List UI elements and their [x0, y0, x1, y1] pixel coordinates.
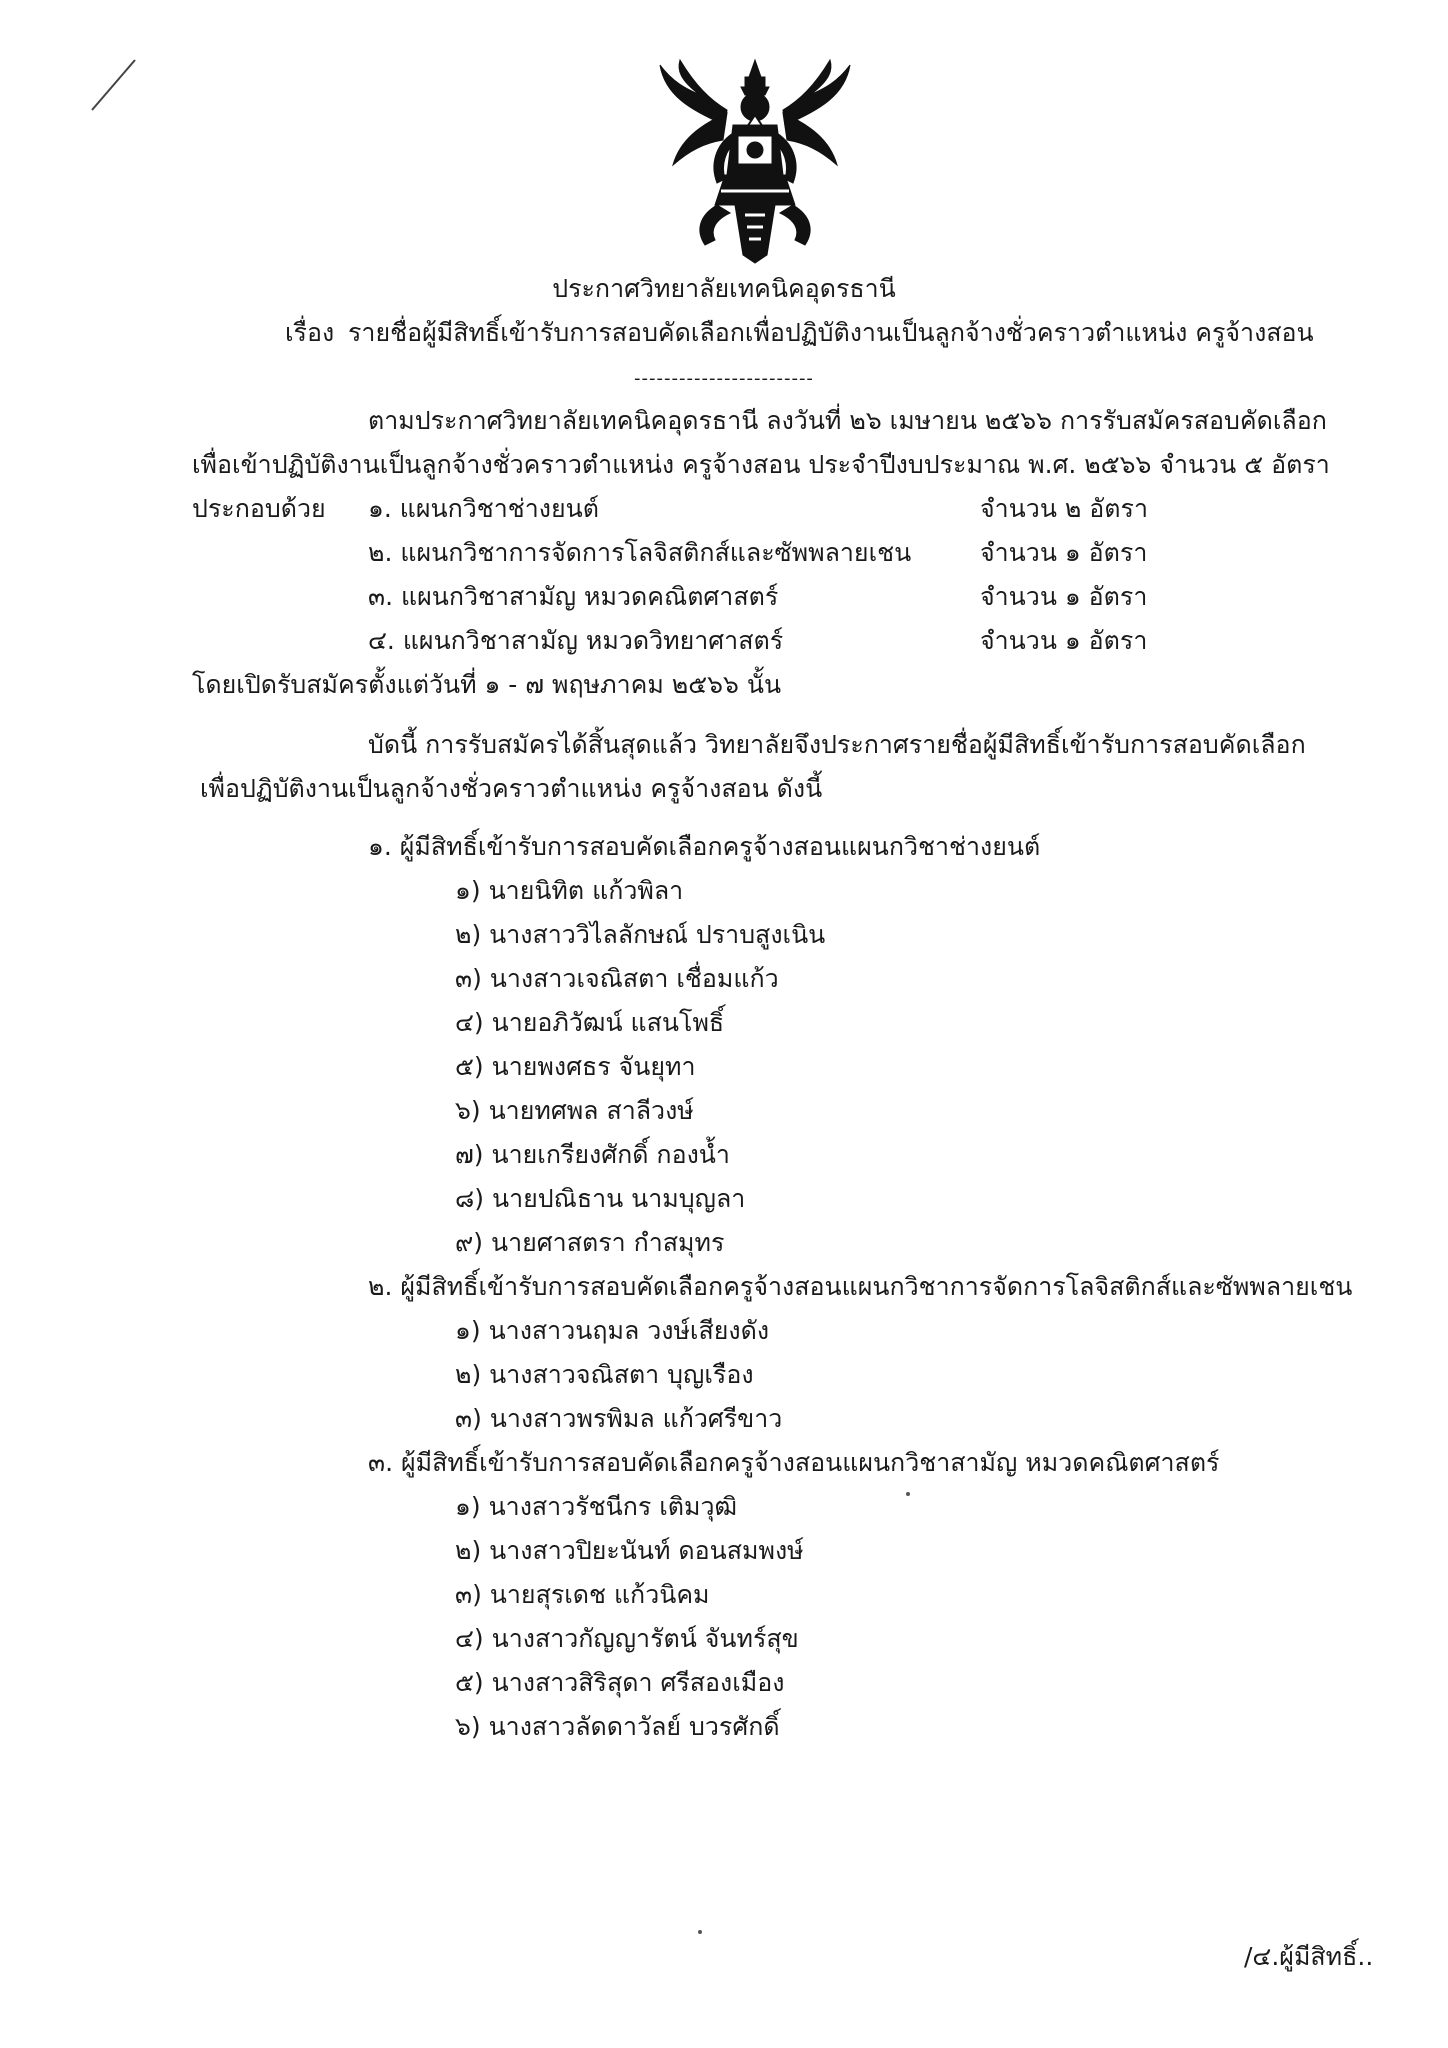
candidate-name: ๖) นายทศพล สาลีวงษ์: [455, 1096, 694, 1125]
position-item: ๒. แผนกวิชาการจัดการโลจิสติกส์และซัพพลายเชน: [368, 538, 912, 567]
application-period: โดยเปิดรับสมัครตั้งแต่วันที่ ๑ - ๗ พฤษภาคม ๒๕๖๖ นั้น: [192, 670, 782, 699]
scan-speck: [906, 1492, 910, 1496]
position-count: จำนวน ๑ อัตรา: [980, 582, 1148, 611]
position-item: ๓. แผนกวิชาสามัญ หมวดคณิตศาสตร์: [368, 582, 779, 611]
candidate-name: ๑) นายนิทิต แก้วพิลา: [455, 876, 684, 905]
intro-line-1: ตามประกาศวิทยาลัยเทคนิคอุดรธานี ลงวันที่ ๒๖ เมษายน ๒๕๖๖ การรับสมัครสอบคัดเลือก: [368, 406, 1327, 435]
candidate-name: ๒) นางสาวปิยะนันท์ ดอนสมพงษ์: [455, 1536, 804, 1565]
subject-label: เรื่อง: [285, 318, 335, 347]
candidate-name: ๒) นางสาววิไลลักษณ์ ปราบสูงเนิน: [455, 920, 826, 949]
candidate-name: ๘) นายปณิธาน นามบุญลา: [455, 1184, 746, 1213]
section-heading-mathematics: ๓. ผู้มีสิทธิ์เข้ารับการสอบคัดเลือกครูจ้างสอนแผนกวิชาสามัญ หมวดคณิตศาสตร์: [368, 1448, 1220, 1477]
candidate-name: ๔) นางสาวกัญญารัตน์ จันทร์สุข: [455, 1624, 799, 1653]
candidate-name: ๓) นายสุรเดช แก้วนิคม: [455, 1580, 710, 1609]
candidate-name: ๔) นายอภิวัฒน์ แสนโพธิ์: [455, 1008, 725, 1037]
composed-of-label: ประกอบด้วย: [192, 494, 326, 523]
position-item: ๑. แผนกวิชาช่างยนต์: [368, 494, 599, 523]
pen-mark: [80, 55, 150, 115]
continuation-note: /๔.ผู้มีสิทธิ์..: [1244, 1942, 1374, 1971]
candidate-name: ๒) นางสาวจณิสตา บุญเรือง: [455, 1360, 754, 1389]
section-heading-logistics: ๒. ผู้มีสิทธิ์เข้ารับการสอบคัดเลือกครูจ้างสอนแผนกวิชาการจัดการโลจิสติกส์และซัพพลายเชน: [368, 1272, 1353, 1301]
section-heading-automotive: ๑. ผู้มีสิทธิ์เข้ารับการสอบคัดเลือกครูจ้างสอนแผนกวิชาช่างยนต์: [368, 832, 1041, 861]
announcement-line-2: เพื่อปฏิบัติงานเป็นลูกจ้างชั่วคราวตำแหน่ง ครูจ้างสอน ดังนี้: [200, 774, 823, 803]
candidate-name: ๑) นางสาวรัชนีกร เติมวุฒิ: [455, 1492, 738, 1521]
garuda-emblem-icon: [655, 55, 855, 265]
intro-line-2: เพื่อเข้าปฏิบัติงานเป็นลูกจ้างชั่วคราวตำแหน่ง ครูจ้างสอน ประจำปีงบประมาณ พ.ศ. ๒๕๖๖ จำนวน ๕ อัตรา: [192, 450, 1330, 479]
announcement-line-1: บัดนี้ การรับสมัครได้สิ้นสุดแล้ว วิทยาลัยจึงประกาศรายชื่อผู้มีสิทธิ์เข้ารับการสอบคัดเลือก: [368, 730, 1306, 759]
candidate-name: ๓) นางสาวเจณิสตา เชื่อมแก้ว: [455, 964, 779, 993]
candidate-name: ๙) นายศาสตรา กำสมุทร: [455, 1228, 725, 1257]
candidate-name: ๖) นางสาวลัดดาวัลย์ บวรศักดิ์: [455, 1712, 780, 1741]
position-count: จำนวน ๑ อัตรา: [980, 538, 1148, 567]
announcement-title: ประกาศวิทยาลัยเทคนิคอุดรธานี: [552, 274, 896, 303]
position-item: ๔. แผนกวิชาสามัญ หมวดวิทยาศาสตร์: [368, 626, 784, 655]
candidate-name: ๕) นางสาวสิริสุดา ศรีสองเมือง: [455, 1668, 785, 1697]
candidate-name: ๕) นายพงศธร จันยุทา: [455, 1052, 696, 1081]
position-count: จำนวน ๒ อัตรา: [980, 494, 1148, 523]
position-count: จำนวน ๑ อัตรา: [980, 626, 1148, 655]
candidate-name: ๓) นางสาวพรพิมล แก้วศรีขาว: [455, 1404, 783, 1433]
title-divider: ------------------------: [634, 368, 814, 389]
scan-speck: [698, 1930, 702, 1934]
subject-text: รายชื่อผู้มีสิทธิ์เข้ารับการสอบคัดเลือกเพื่อปฏิบัติงานเป็นลูกจ้างชั่วคราวตำแหน่ง ครูจ้างสอน: [348, 318, 1314, 347]
candidate-name: ๑) นางสาวนฤมล วงษ์เสียงดัง: [455, 1316, 770, 1345]
candidate-name: ๗) นายเกรียงศักดิ์ กองน้ำ: [455, 1140, 730, 1169]
